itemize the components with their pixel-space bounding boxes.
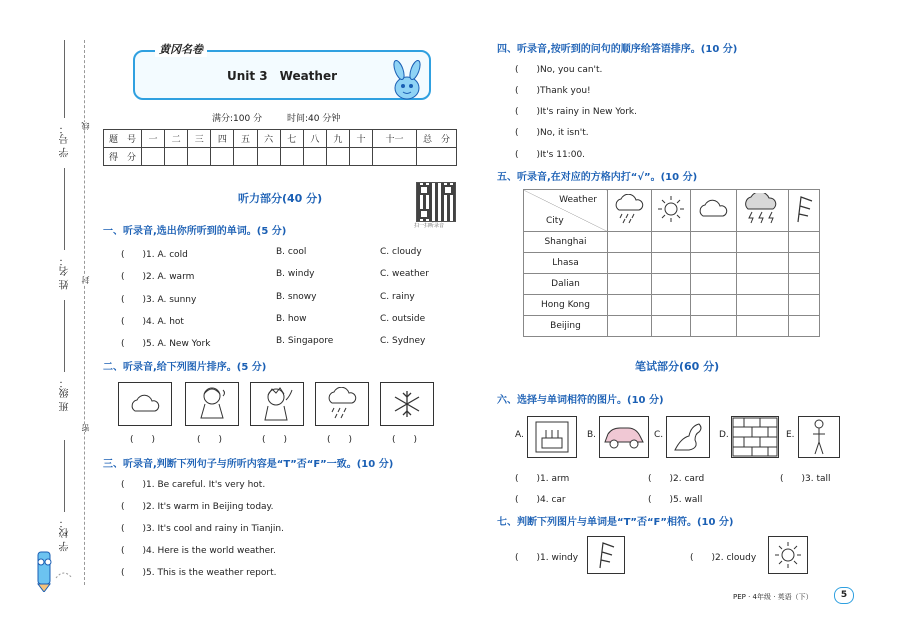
s2-picture-2 [185, 382, 239, 426]
brand-logo: 黄冈名卷 [155, 41, 207, 57]
col-storm [737, 190, 788, 232]
score-header-1: 一 [142, 130, 165, 148]
s1-q2-c[interactable]: C. weather [380, 269, 429, 279]
cloud-icon [695, 198, 731, 220]
s7-picture-1 [587, 536, 625, 574]
s6-picture-b [599, 416, 649, 458]
written-section-title: 笔试部分(60 分) [635, 360, 720, 373]
check-cell[interactable] [608, 295, 652, 316]
s4-a3[interactable]: ( )It's rainy in New York. [515, 107, 637, 117]
s1-q4-a[interactable]: ( )4. A. hot [121, 317, 184, 327]
col-cloud [690, 190, 736, 232]
brick-wall-icon [732, 417, 778, 457]
score-header-6: 六 [257, 130, 280, 148]
section-5-title: 五、听录音,在对应的方格内打“√”。(10 分) [497, 172, 698, 183]
city-label: Shanghai [524, 232, 608, 253]
footer-text: PEP · 4年级 · 英语（下） [733, 593, 813, 601]
score-cell[interactable] [142, 148, 165, 166]
section-1-title: 一、听录音,选出你所听到的单词。(5 分) [103, 226, 287, 237]
weather-table-corner [524, 190, 608, 232]
s6-picture-d [731, 416, 779, 458]
check-cell[interactable] [608, 232, 652, 253]
check-cell[interactable] [788, 253, 819, 274]
s3-q3[interactable]: ( )3. It's cool and rainy in Tianjin. [121, 524, 284, 534]
s6-letter-c: C. [654, 430, 664, 440]
corner-weather-label: Weather [559, 195, 597, 205]
cold-boy-icon [260, 384, 294, 424]
wind-icon [792, 194, 816, 224]
s1-q2-a[interactable]: ( )2. A. warm [121, 272, 195, 282]
s7-q1[interactable]: ( )1. windy [515, 553, 579, 563]
check-cell[interactable] [737, 295, 788, 316]
score-header-total: 总 分 [417, 130, 457, 148]
check-cell[interactable] [608, 253, 652, 274]
s1-q1-a[interactable]: ( )1. A. cold [121, 250, 188, 260]
pencil-mascot-icon [30, 548, 80, 592]
s1-q5-b[interactable]: B. Singapore [276, 336, 334, 346]
s7-q2[interactable]: ( )2. cloudy [690, 553, 757, 563]
score-cell[interactable] [280, 148, 303, 166]
hot-girl-icon [195, 384, 229, 424]
city-label: Dalian [524, 274, 608, 295]
check-cell[interactable] [788, 232, 819, 253]
section-2-title: 二、听录音,给下列图片排序。(5 分) [103, 362, 267, 373]
qr-code[interactable] [416, 182, 456, 222]
check-cell[interactable] [737, 253, 788, 274]
score-cell[interactable] [165, 148, 188, 166]
check-cell[interactable] [737, 232, 788, 253]
check-cell[interactable] [690, 274, 736, 295]
name-field[interactable] [64, 168, 65, 250]
s4-a2[interactable]: ( )Thank you! [515, 86, 591, 96]
s6-q3[interactable]: ( )3. tall [780, 474, 831, 484]
s2-answer-3[interactable]: ( ) [262, 435, 288, 445]
score-cell[interactable] [257, 148, 280, 166]
city-label: Lhasa [524, 253, 608, 274]
s4-a5[interactable]: ( )It's 11:00. [515, 150, 586, 160]
score-cell[interactable] [326, 148, 349, 166]
section-6-title: 六、选择与单词相符的图片。(10 分) [497, 395, 664, 406]
score-header-10: 十 [349, 130, 372, 148]
check-cell[interactable] [651, 316, 690, 337]
snowflake-icon [392, 389, 422, 419]
score-header-label: 题 号 [104, 130, 142, 148]
page-number: 5 [834, 587, 854, 604]
student-id-label: 学 号： [60, 124, 71, 158]
full-score: 满分:100 分 [212, 114, 263, 124]
weather-table [523, 189, 820, 337]
check-cell[interactable] [788, 274, 819, 295]
school-label: 学 校： [60, 518, 71, 552]
score-header-8: 八 [303, 130, 326, 148]
page-title: Unit 3 Weather [226, 69, 338, 83]
section-3-title: 三、听录音,判断下列句子与所听内容是“T”否“F”一致。(10 分) [103, 459, 394, 470]
check-cell[interactable] [788, 295, 819, 316]
s7-picture-2 [768, 536, 808, 574]
s6-letter-b: B. [587, 430, 597, 440]
s6-picture-a [527, 416, 577, 458]
bunny-mascot-icon [385, 60, 429, 104]
s1-q1-c[interactable]: C. cloudy [380, 247, 422, 257]
s1-q3-a[interactable]: ( )3. A. sunny [121, 295, 197, 305]
score-table [103, 129, 457, 166]
class-field[interactable] [64, 300, 65, 372]
storm-icon [742, 193, 782, 225]
seal-mark-feng: 封 [81, 276, 90, 284]
car-icon [602, 424, 646, 450]
check-cell[interactable] [651, 232, 690, 253]
score-cell[interactable] [211, 148, 234, 166]
s1-q3-c[interactable]: C. rainy [380, 292, 415, 302]
section-4-title: 四、听录音,按听到的问句的顺序给答语排序。(10 分) [497, 44, 738, 55]
score-header-2: 二 [165, 130, 188, 148]
score-cell[interactable] [349, 148, 372, 166]
s3-q4[interactable]: ( )4. Here is the world weather. [121, 546, 276, 556]
binding-margin [0, 0, 96, 624]
s2-picture-3 [250, 382, 304, 426]
listening-section-title: 听力部分(40 分) [238, 192, 323, 205]
score-cell[interactable] [373, 148, 417, 166]
s6-q1[interactable]: ( )1. arm [515, 474, 570, 484]
name-label: 姓 名： [60, 256, 71, 290]
s1-q5-a[interactable]: ( )5. A. New York [121, 339, 211, 349]
check-cell[interactable] [651, 253, 690, 274]
s1-q5-c[interactable]: C. Sydney [380, 336, 426, 346]
corner-city-label: City [546, 216, 564, 226]
score-cell[interactable] [417, 148, 457, 166]
score-header-4: 四 [211, 130, 234, 148]
col-wind [788, 190, 819, 232]
s1-q4-c[interactable]: C. outside [380, 314, 426, 324]
s2-answer-4[interactable]: ( ) [327, 435, 353, 445]
s6-picture-e [798, 416, 840, 458]
tall-person-icon [807, 418, 831, 456]
s6-picture-c [666, 416, 710, 458]
score-cell[interactable] [303, 148, 326, 166]
s3-q5[interactable]: ( )5. This is the weather report. [121, 568, 277, 578]
s6-q5[interactable]: ( )5. wall [648, 495, 703, 505]
score-header-11: 十一 [373, 130, 417, 148]
wind-icon [594, 540, 618, 570]
s3-q2[interactable]: ( )2. It's warm in Beijing today. [121, 502, 274, 512]
score-cell[interactable] [188, 148, 211, 166]
score-header-9: 九 [326, 130, 349, 148]
seal-mark-xian: 线 [81, 122, 90, 130]
check-cell[interactable] [737, 316, 788, 337]
check-cell[interactable] [788, 316, 819, 337]
city-label: Beijing [524, 316, 608, 337]
check-cell[interactable] [690, 295, 736, 316]
sun-icon [773, 540, 803, 570]
sun-icon [656, 194, 686, 224]
s2-picture-5 [380, 382, 434, 426]
cloud-icon [127, 393, 163, 415]
arm-icon [671, 420, 705, 454]
s2-answer-2[interactable]: ( ) [197, 435, 223, 445]
s1-q3-b[interactable]: B. snowy [276, 292, 317, 302]
s1-q2-b[interactable]: B. windy [276, 269, 315, 279]
s4-a1[interactable]: ( )No, you can't. [515, 65, 603, 75]
check-cell[interactable] [690, 316, 736, 337]
col-sun [651, 190, 690, 232]
school-field[interactable] [64, 440, 65, 512]
class-label: 班 级： [60, 378, 71, 412]
score-header-7: 七 [280, 130, 303, 148]
s1-q1-b[interactable]: B. cool [276, 247, 307, 257]
col-rain [608, 190, 652, 232]
s1-q4-b[interactable]: B. how [276, 314, 307, 324]
city-label: Hong Kong [524, 295, 608, 316]
score-cell[interactable] [234, 148, 257, 166]
s6-letter-d: D. [719, 430, 729, 440]
s2-picture-4 [315, 382, 369, 426]
s3-q1[interactable]: ( )1. Be careful. It's very hot. [121, 480, 266, 490]
s6-q2[interactable]: ( )2. card [648, 474, 705, 484]
score-header-5: 五 [234, 130, 257, 148]
check-cell[interactable] [608, 274, 652, 295]
s6-letter-e: E. [786, 430, 795, 440]
check-cell[interactable] [651, 295, 690, 316]
s2-answer-5[interactable]: ( ) [392, 435, 418, 445]
check-cell[interactable] [690, 253, 736, 274]
check-cell[interactable] [690, 232, 736, 253]
s2-answer-1[interactable]: ( ) [130, 435, 156, 445]
birthday-card-icon [534, 420, 570, 454]
rain-icon [612, 194, 646, 224]
s4-a4[interactable]: ( )No, it isn't. [515, 128, 589, 138]
seal-mark-mi: 密 [81, 424, 90, 432]
rain-cloud-icon [324, 387, 360, 421]
qr-caption: 扫一扫听录音 [414, 223, 445, 229]
check-cell[interactable] [651, 274, 690, 295]
score-row-label: 得 分 [104, 148, 142, 166]
s6-q4[interactable]: ( )4. car [515, 495, 566, 505]
time-limit: 时间:40 分钟 [287, 114, 341, 124]
check-cell[interactable] [608, 316, 652, 337]
section-7-title: 七、判断下列图片与单词是“T”否“F”相符。(10 分) [497, 517, 734, 528]
student-id-field[interactable] [64, 40, 65, 118]
check-cell[interactable] [737, 274, 788, 295]
score-header-3: 三 [188, 130, 211, 148]
s2-picture-1 [118, 382, 172, 426]
s6-letter-a: A. [515, 430, 524, 440]
